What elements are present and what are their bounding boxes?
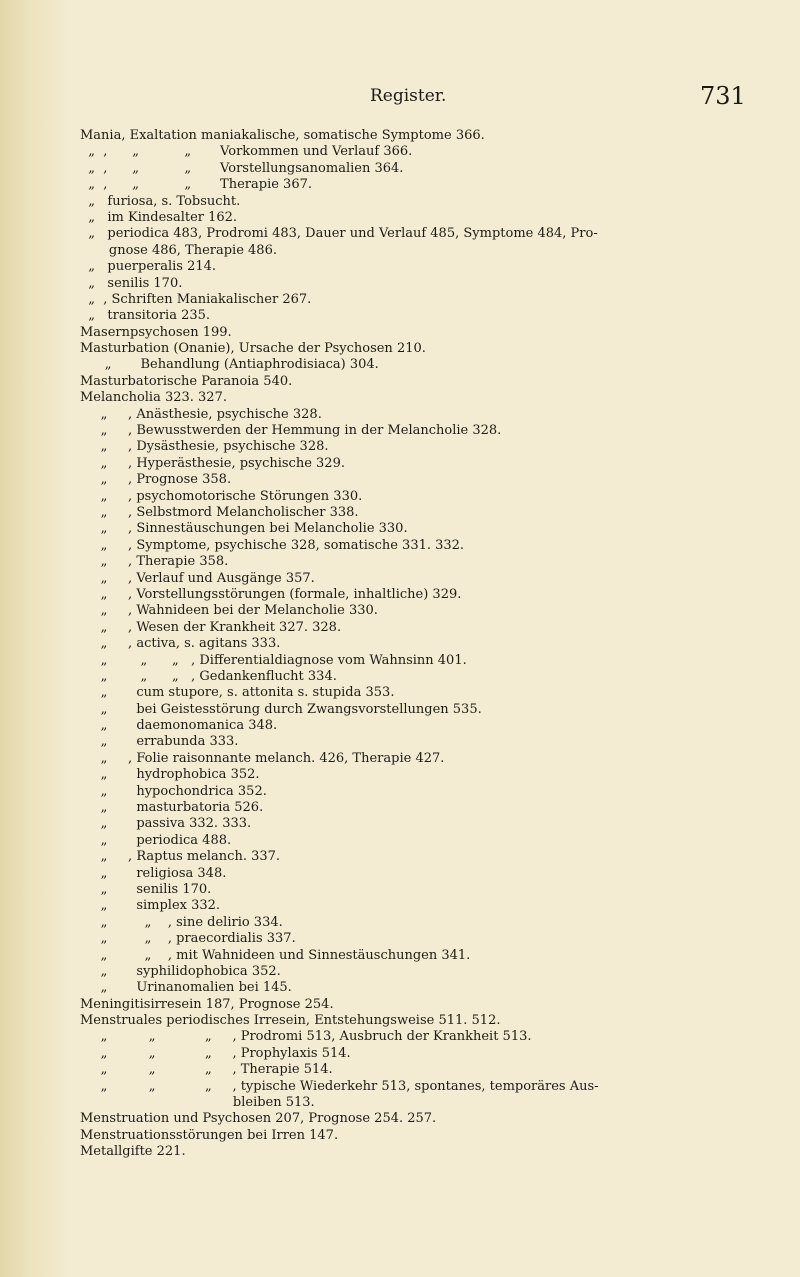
index-line: „ , Hyperästhesie, psychische 329.	[80, 455, 345, 471]
index-line: „ masturbatoria 526.	[80, 800, 264, 816]
index-line: „ , „ „ Therapie 367.	[80, 177, 312, 193]
index-line: „ simplex 332.	[80, 898, 221, 914]
index-line: „ Behandlung (Antiaphrodisiaca) 304.	[80, 357, 379, 373]
index-line: „ , activa, s. agitans 333.	[80, 636, 281, 652]
index-line: „ periodica 483, Prodromi 483, Dauer und Verlauf 485, Symptome 484, Pro-	[80, 226, 598, 242]
index-line: bleiben 513.	[80, 1095, 315, 1111]
index-line: „ , Prognose 358.	[80, 472, 232, 488]
index-line: Menstruation und Psychosen 207, Prognose 254. 257.	[80, 1111, 437, 1127]
index-line: „ puerperalis 214.	[80, 259, 217, 275]
index-line: „ daemonomanica 348.	[80, 718, 278, 734]
index-line: „ errabunda 333.	[80, 734, 239, 750]
index-line: gnose 486, Therapie 486.	[80, 242, 277, 258]
index-line: „ cum stupore, s. attonita s. stupida 353.	[80, 685, 395, 701]
index-line: „ , Selbstmord Melancholischer 338.	[80, 504, 359, 520]
index-line: Metallgifte 221.	[80, 1144, 186, 1160]
index-line: „ , Wahnideen bei der Melancholie 330.	[80, 603, 378, 619]
index-line: „ , Verlauf und Ausgänge 357.	[80, 570, 315, 586]
index-line: „ , „ „ Vorkommen und Verlauf 366.	[80, 144, 413, 160]
index-line: Mania, Exaltation maniakalische, somatische Symptome 366.	[80, 128, 485, 143]
index-line: „ senilis 170.	[80, 275, 183, 291]
index-entries	[80, 128, 780, 1161]
index-line: „ periodica 488.	[80, 832, 232, 848]
page-number: 731	[700, 82, 746, 110]
index-line: „ , Dysästhesie, psychische 328.	[80, 439, 329, 455]
index-line: „ bei Geistesstörung durch Zwangsvorstellungen 535.	[80, 701, 482, 717]
index-line: Meningitisirresein 187, Prognose 254.	[80, 996, 334, 1012]
index-line: „ hydrophobica 352.	[80, 767, 260, 783]
page-header	[0, 82, 800, 116]
index-line: „ „ „ , Prodromi 513, Ausbruch der Krankheit 513.	[80, 1029, 532, 1045]
index-line: „ Urinanomalien bei 145.	[80, 980, 292, 996]
index-line: „ syphilidophobica 352.	[80, 963, 281, 979]
index-line: „ , Folie raisonnante melanch. 426, Therapie 427.	[80, 750, 445, 766]
index-line: „ „ „ , typische Wiederkehr 513, spontanes, temporäres Aus-	[80, 1078, 599, 1094]
index-line: „ „ „ , Gedankenflucht 334.	[80, 668, 337, 684]
index-line: „ „ „ , Therapie 514.	[80, 1062, 333, 1078]
index-line: „ „ „ , Prophylaxis 514.	[80, 1045, 351, 1061]
index-line: „ , Schriften Maniakalischer 267.	[80, 291, 312, 307]
index-line: „ im Kindesalter 162.	[80, 209, 238, 225]
index-line: „ „ , sine delirio 334.	[80, 914, 283, 930]
index-line: „ hypochondrica 352.	[80, 783, 267, 799]
index-line: Menstruationsstörungen bei Irren 147.	[80, 1127, 339, 1143]
index-line: Melancholia 323. 327.	[80, 390, 227, 406]
index-line: „ , Raptus melanch. 337.	[80, 849, 281, 865]
index-line: „ „ , praecordialis 337.	[80, 931, 296, 947]
index-line: „ transitoria 235.	[80, 308, 211, 324]
index-line: Masernpsychosen 199.	[80, 324, 232, 340]
index-line: „ , Sinnestäuschungen bei Melancholie 330.	[80, 521, 408, 537]
index-line: „ religiosa 348.	[80, 865, 227, 881]
index-line: „ , Anästhesie, psychische 328.	[80, 406, 322, 422]
index-line: „ , Bewusstwerden der Hemmung in der Melancholie 328.	[80, 423, 502, 439]
page-edge-shadow	[0, 0, 70, 1277]
index-line: Masturbation (Onanie), Ursache der Psychosen 210.	[80, 341, 426, 357]
index-line: „ senilis 170.	[80, 881, 212, 897]
index-line: „ , Therapie 358.	[80, 554, 229, 570]
index-line: Menstruales periodisches Irresein, Entstehungsweise 511. 512.	[80, 1013, 501, 1029]
index-line: „ , Symptome, psychische 328, somatische 331. 332.	[80, 537, 465, 553]
index-line: „ „ „ , Differentialdiagnose vom Wahnsinn 401.	[80, 652, 467, 668]
index-line: „ passiva 332. 333.	[80, 816, 252, 832]
index-line: „ , Wesen der Krankheit 327. 328.	[80, 619, 342, 635]
index-line: „ furiosa, s. Tobsucht.	[80, 193, 241, 209]
index-line: „ , psychomotorische Störungen 330.	[80, 488, 363, 504]
index-line: Masturbatorische Paranoia 540.	[80, 373, 293, 389]
index-line: „ , „ „ Vorstellungsanomalien 364.	[80, 160, 404, 176]
index-line: „ „ , mit Wahnideen und Sinnestäuschungen 341.	[80, 947, 471, 963]
index-line: „ , Vorstellungsstörungen (formale, inhaltliche) 329.	[80, 586, 462, 602]
running-title: Register.	[370, 86, 447, 106]
